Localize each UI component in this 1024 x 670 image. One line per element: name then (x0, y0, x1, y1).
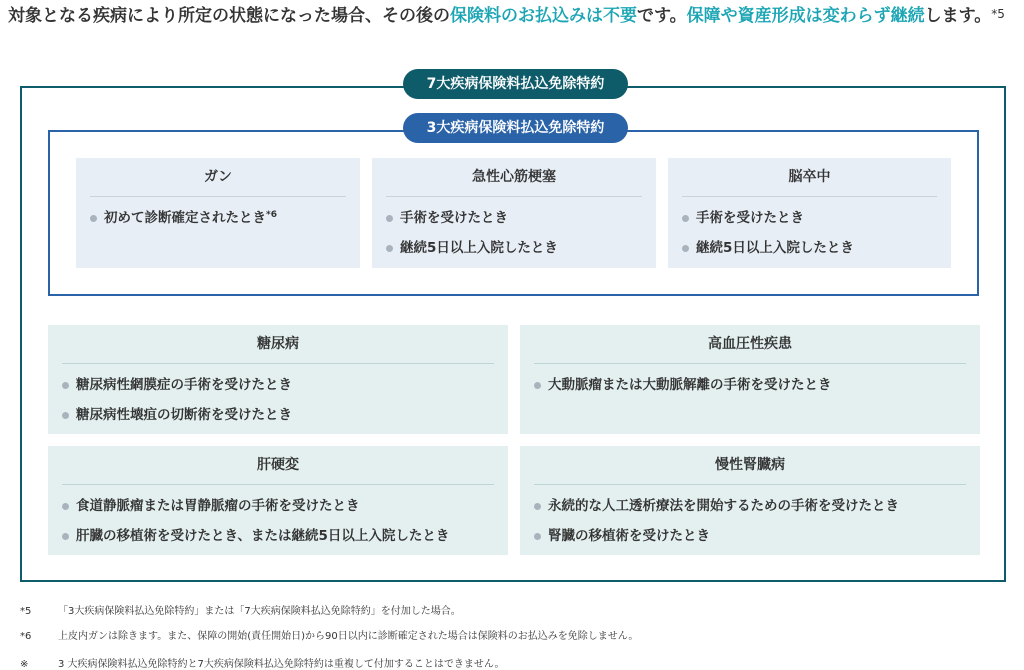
card-cancer (76, 158, 360, 268)
condition-item: 永続的な人工透析療法を開始するための手術を受けたとき (534, 491, 966, 521)
condition-item: 腎臓の移植術を受けたとき (534, 521, 966, 551)
footnote (20, 602, 461, 617)
card-title: 脳卒中 (682, 158, 937, 197)
condition-list (534, 364, 966, 400)
card-title: 慢性腎臓病 (534, 446, 966, 485)
card-title: 高血圧性疾患 (534, 325, 966, 364)
condition-list (682, 197, 937, 263)
condition-item: 糖尿病性網膜症の手術を受けたとき (62, 370, 494, 400)
condition-item: 継続5日以上入院したとき (386, 233, 642, 263)
footnote-text: 上皮内ガンは除きます。また、保障の開始(責任開始日)から90日以内に診断確定された場合は保険料のお払込みを免除しません。 (58, 631, 639, 642)
footnote-text: 「3大疾病保険料払込免除特約」または「7大疾病保険料払込免除特約」を付加した場合。 (58, 606, 461, 617)
condition-item: 手術を受けたとき (682, 203, 937, 233)
condition-note-ref: *6 (266, 210, 277, 220)
intro-note-ref: *5 (991, 7, 1005, 21)
card-title: 糖尿病 (62, 325, 494, 364)
footnote (20, 627, 638, 642)
condition-list (90, 197, 346, 233)
condition-list (62, 485, 494, 551)
condition-item: 初めて診断確定されたとき$^{*6}$ (90, 203, 346, 233)
intro-part: 対象となる疾病により所定の状態になった場合、その後の (8, 6, 450, 26)
intro-part: します。 (924, 6, 992, 26)
card-chronic-kidney-disease (520, 446, 980, 555)
card-title: 肝硬変 (62, 446, 494, 485)
intro-highlight-premium: 保険料のお払込みは不要 (450, 6, 637, 26)
footnote (20, 655, 505, 670)
footnote-mark: *6 (20, 631, 32, 642)
footnote-mark: *5 (20, 606, 32, 617)
card-stroke (668, 158, 951, 268)
card-title: 急性心筋梗塞 (386, 158, 642, 197)
seven-disease-badge: 7大疾病保険料払込免除特約 (403, 69, 628, 99)
three-disease-badge: 3大疾病保険料払込免除特約 (403, 113, 628, 143)
condition-item: 肝臓の移植術を受けたとき、または継続5日以上入院したとき (62, 521, 494, 551)
condition-item: 糖尿病性壊疽の切断術を受けたとき (62, 400, 494, 430)
condition-list (62, 364, 494, 430)
card-myocardial-infarction (372, 158, 656, 268)
footnote-text: 3 大疾病保険料払込免除特約と7大疾病保険料払込免除特約は重複して付加することはできません。 (58, 659, 505, 670)
intro-part: です。 (637, 6, 687, 26)
card-cirrhosis (48, 446, 508, 555)
condition-item: 継続5日以上入院したとき (682, 233, 937, 263)
card-title: ガン (90, 158, 346, 197)
card-diabetes (48, 325, 508, 434)
card-hypertensive-disease (520, 325, 980, 434)
condition-list (386, 197, 642, 263)
condition-list (534, 485, 966, 551)
intro-text (8, 4, 1020, 29)
condition-item: 大動脈瘤または大動脈解離の手術を受けたとき (534, 370, 966, 400)
footnote-mark: ※ (20, 659, 29, 670)
condition-item: 食道静脈瘤または胃静脈瘤の手術を受けたとき (62, 491, 494, 521)
intro-highlight-coverage: 保障や資産形成は変わらず継続 (686, 6, 925, 26)
condition-item: 手術を受けたとき (386, 203, 642, 233)
